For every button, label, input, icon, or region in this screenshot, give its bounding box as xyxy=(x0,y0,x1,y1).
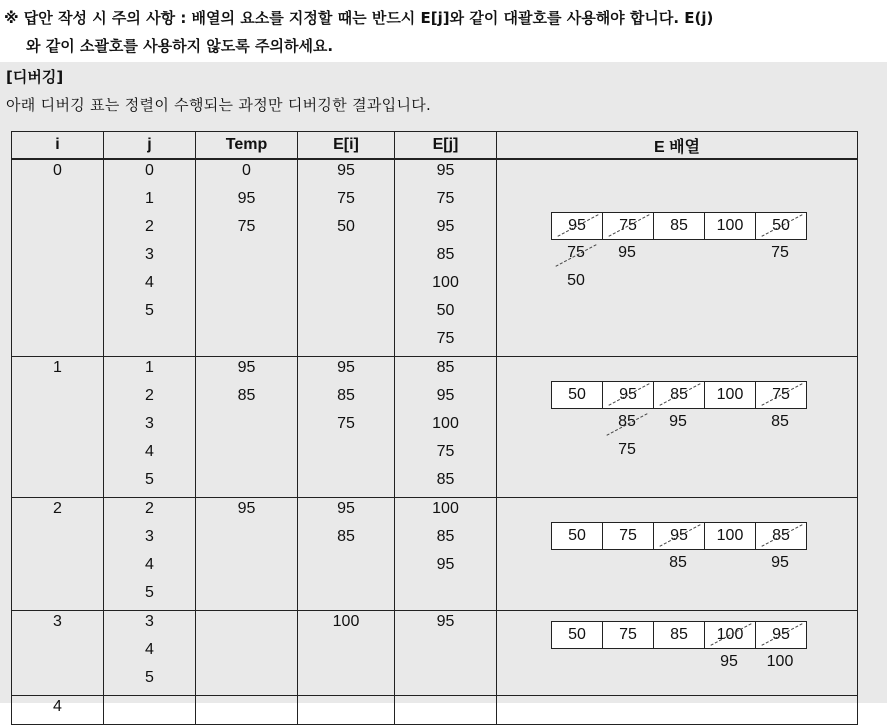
table-row xyxy=(12,611,858,696)
e-array-cell: 100 xyxy=(704,382,755,408)
e-array-cell: 50 xyxy=(568,386,586,403)
e-array-below-value: 85 xyxy=(771,413,789,430)
e-array-cell: 75 xyxy=(602,213,653,239)
col-i xyxy=(12,696,104,725)
col-i-value: 0 xyxy=(53,162,62,179)
col-i xyxy=(12,357,104,498)
col-ej xyxy=(395,498,497,611)
e-array-below-value: 50 xyxy=(567,272,585,289)
col-ei xyxy=(298,498,395,611)
e-array-cell: 95 xyxy=(653,523,704,549)
col-ei-value: 95 xyxy=(337,162,355,179)
col-temp-value: 0 xyxy=(242,162,251,179)
col-j xyxy=(104,611,196,696)
col-j-value: 4 xyxy=(145,641,154,658)
e-array-cell: 85 xyxy=(653,622,704,648)
e-array-cell: 85 xyxy=(755,523,806,549)
header-j: j xyxy=(104,132,196,160)
col-ej xyxy=(395,611,497,696)
col-i-value: 4 xyxy=(53,698,62,715)
e-array-cell: 95 xyxy=(755,622,806,648)
e-array-boxes xyxy=(551,381,807,409)
col-i xyxy=(12,611,104,696)
e-array-cell: 75 xyxy=(755,382,806,408)
note-line-1: ※ 답안 작성 시 주의 사항 : 배열의 요소를 지정할 때는 반드시 E[j]와 같이 대괄호를 사용해야 합니다. E(j) xyxy=(4,9,714,27)
col-temp xyxy=(196,696,298,725)
col-j-value: 1 xyxy=(145,359,154,376)
header-temp: Temp xyxy=(196,132,298,160)
col-temp-value: 95 xyxy=(237,359,256,376)
col-j-value: 4 xyxy=(145,443,154,460)
col-j-value: 1 xyxy=(145,190,154,207)
col-ej-value: 75 xyxy=(436,443,455,460)
e-array-below-value: 100 xyxy=(766,653,794,670)
header-ej: E[j] xyxy=(395,132,497,160)
header-ei: E[i] xyxy=(298,132,395,160)
col-j-value: 5 xyxy=(145,471,154,488)
col-ej xyxy=(395,159,497,357)
col-ej-value: 100 xyxy=(432,274,459,291)
col-temp xyxy=(196,611,298,696)
col-ej-value: 100 xyxy=(432,500,459,517)
debug-table xyxy=(11,131,858,725)
col-j-value: 2 xyxy=(145,500,154,517)
col-ej-value: 95 xyxy=(436,556,455,573)
col-e-array xyxy=(497,498,858,611)
table-row xyxy=(12,696,858,725)
table-header-row xyxy=(12,132,858,160)
col-ej-value: 75 xyxy=(436,330,455,347)
debug-description: 아래 디버깅 표는 정렬이 수행되는 과정만 디버깅한 결과입니다. xyxy=(6,96,432,114)
e-array-cell: 50 xyxy=(568,527,586,544)
e-array-below-value: 75 xyxy=(618,441,636,458)
col-ei xyxy=(298,159,395,357)
e-array-below-value: 95 xyxy=(669,413,687,430)
e-array-boxes xyxy=(551,621,807,649)
answer-note xyxy=(4,4,884,60)
e-array-cell: 50 xyxy=(568,626,586,643)
col-ei-value: 75 xyxy=(337,190,355,207)
header-i: i xyxy=(12,132,104,160)
col-ej xyxy=(395,696,497,725)
col-j-value: 3 xyxy=(145,415,154,432)
col-ej xyxy=(395,357,497,498)
col-ei xyxy=(298,357,395,498)
e-array-cell: 100 xyxy=(704,523,755,549)
col-i-value: 3 xyxy=(53,613,62,630)
col-ei-value: 95 xyxy=(337,359,355,376)
col-ei-value: 100 xyxy=(332,613,360,630)
col-ej-value: 75 xyxy=(436,190,455,207)
e-array-cell: 50 xyxy=(755,213,806,239)
col-ej-value: 95 xyxy=(436,218,455,235)
e-array-cell: 75 xyxy=(602,622,653,648)
col-temp-value: 95 xyxy=(237,190,256,207)
table-row xyxy=(12,159,858,357)
e-array-below-value: 95 xyxy=(771,554,789,571)
e-array-below-value: 95 xyxy=(720,653,738,670)
col-ei-value: 50 xyxy=(337,218,355,235)
e-array-cell: 100 xyxy=(704,213,755,239)
col-j-value: 2 xyxy=(145,218,154,235)
col-i xyxy=(12,159,104,357)
col-temp-value: 85 xyxy=(237,387,256,404)
col-ej-value: 100 xyxy=(432,415,459,432)
e-array-cell: 95 xyxy=(602,382,653,408)
e-array-below-value: 85 xyxy=(602,413,652,431)
col-j-value: 2 xyxy=(145,387,154,404)
col-ei-value: 95 xyxy=(337,500,355,517)
col-ej-value: 85 xyxy=(436,246,455,263)
col-j-value: 3 xyxy=(145,613,154,630)
col-ei xyxy=(298,611,395,696)
col-ei xyxy=(298,696,395,725)
col-j-value: 5 xyxy=(145,584,154,601)
col-e-array xyxy=(497,159,858,357)
e-array-boxes xyxy=(551,522,807,550)
col-j-value: 5 xyxy=(145,669,154,686)
table-row xyxy=(12,357,858,498)
table-row xyxy=(12,498,858,611)
col-i-value: 2 xyxy=(53,500,62,517)
col-temp xyxy=(196,357,298,498)
col-j-value: 0 xyxy=(145,162,154,179)
header-e-array: E 배열 xyxy=(497,132,858,160)
e-array-below-value: 75 xyxy=(551,244,601,262)
col-temp xyxy=(196,498,298,611)
e-array-below-value: 95 xyxy=(618,244,636,261)
debug-title: [디버깅] xyxy=(6,68,64,86)
e-array-cell: 85 xyxy=(653,213,704,239)
col-ej-value: 50 xyxy=(436,302,455,319)
col-e-array xyxy=(497,357,858,498)
col-j-value: 5 xyxy=(145,302,154,319)
col-i-value: 1 xyxy=(53,359,62,376)
col-ej-value: 85 xyxy=(436,471,455,488)
e-array-boxes xyxy=(551,212,807,240)
col-j xyxy=(104,696,196,725)
col-ej-value: 95 xyxy=(436,162,455,179)
col-j-value: 3 xyxy=(145,528,154,545)
col-j xyxy=(104,357,196,498)
col-ej-value: 85 xyxy=(436,359,455,376)
col-ei-value: 85 xyxy=(337,528,355,545)
e-array-cell: 85 xyxy=(653,382,704,408)
col-j-value: 4 xyxy=(145,274,154,291)
col-ej-value: 95 xyxy=(436,613,455,630)
debug-panel xyxy=(0,62,887,715)
col-i xyxy=(12,498,104,611)
col-j-value: 3 xyxy=(145,246,154,263)
col-temp-value: 95 xyxy=(237,500,256,517)
col-ej-value: 95 xyxy=(436,387,455,404)
col-ei-value: 85 xyxy=(337,387,355,404)
col-ej-value: 85 xyxy=(436,528,455,545)
e-array-below-value: 85 xyxy=(669,554,687,571)
col-e-array xyxy=(497,611,858,696)
col-j xyxy=(104,159,196,357)
col-temp xyxy=(196,159,298,357)
col-temp-value: 75 xyxy=(237,218,256,235)
note-line-2: 와 같이 소괄호를 사용하지 않도록 주의하세요. xyxy=(26,37,334,55)
e-array-below-value: 75 xyxy=(771,244,789,261)
col-j-value: 4 xyxy=(145,556,154,573)
e-array-cell: 100 xyxy=(704,622,755,648)
col-j xyxy=(104,498,196,611)
col-e-array xyxy=(497,696,858,725)
e-array-cell: 95 xyxy=(552,213,602,239)
col-ei-value: 75 xyxy=(337,415,355,432)
e-array-cell: 75 xyxy=(602,523,653,549)
